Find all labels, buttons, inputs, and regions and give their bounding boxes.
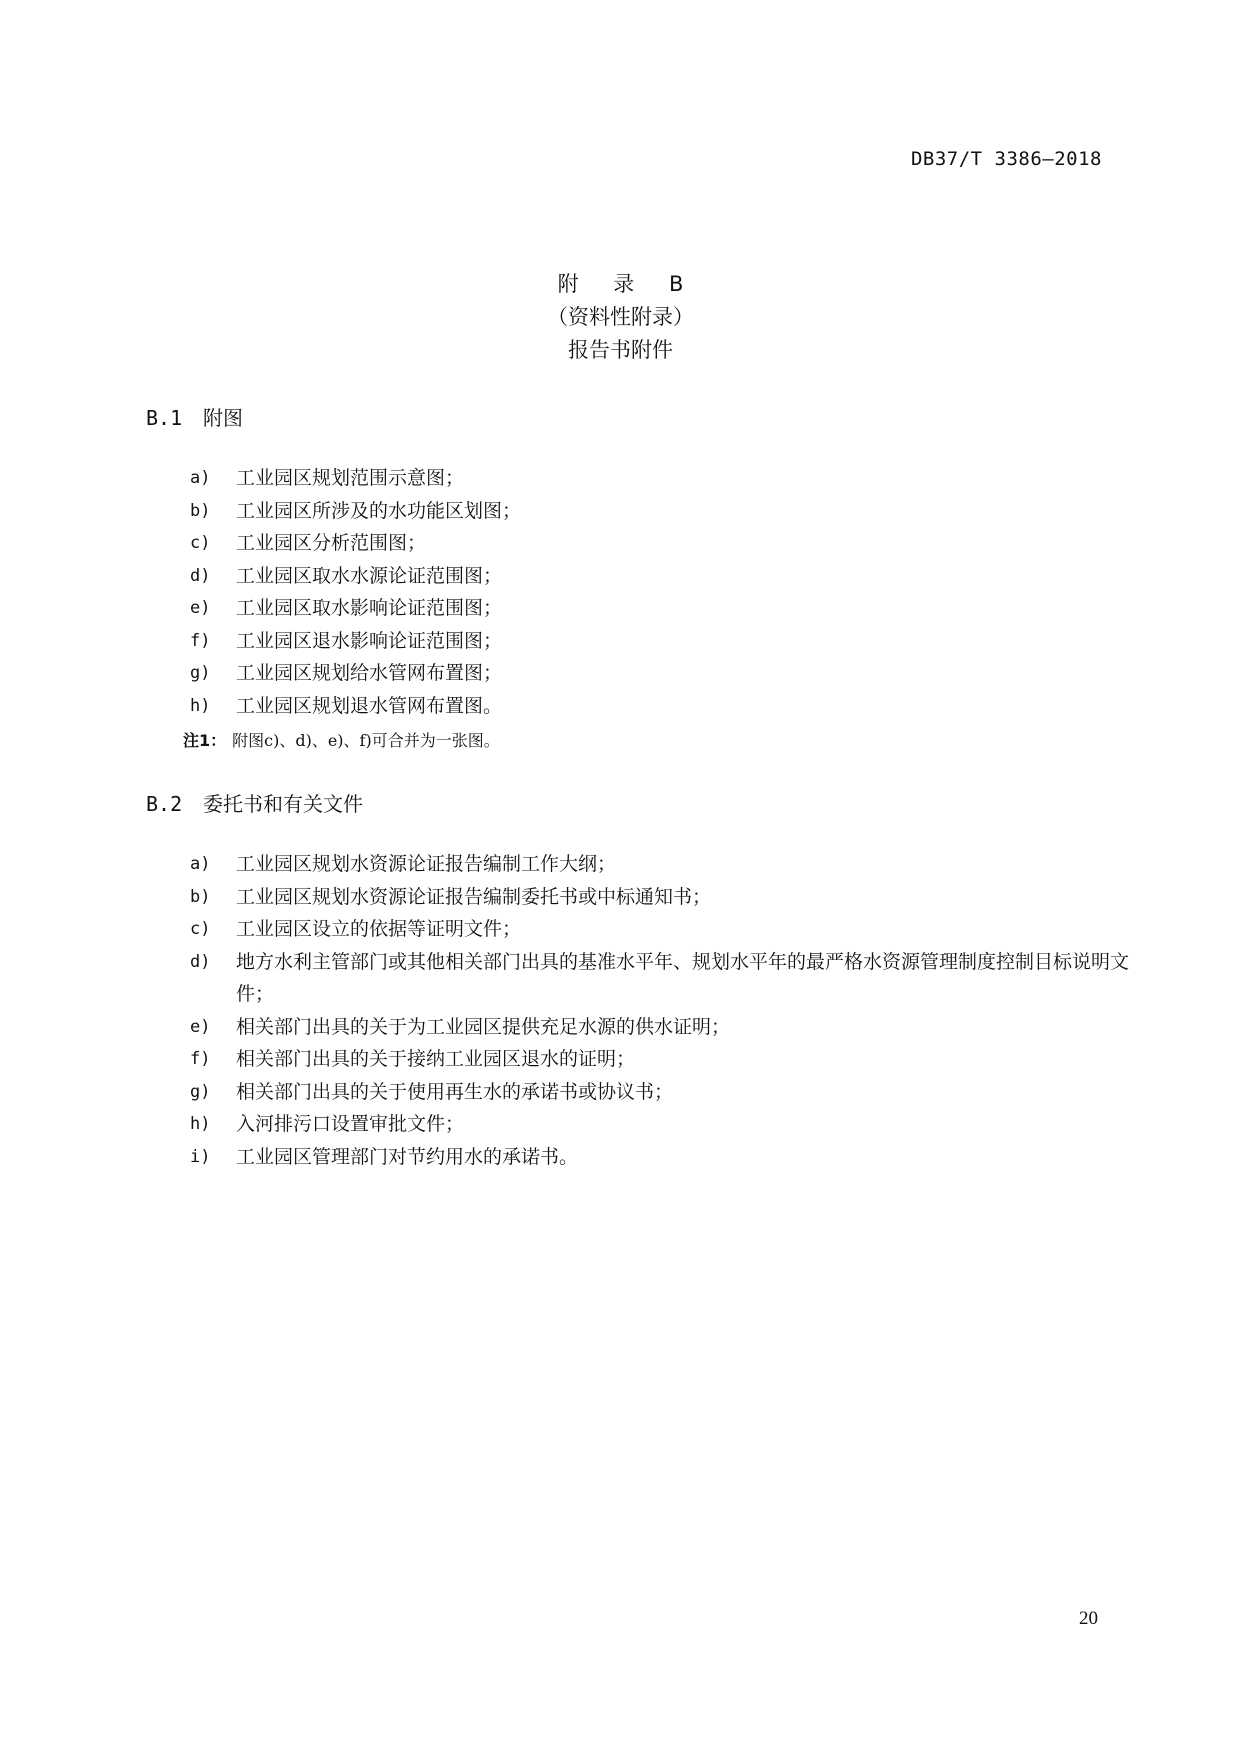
list-marker: a): [190, 468, 211, 488]
list-marker: g): [190, 1081, 211, 1102]
list-item-text: 工业园区管理部门对节约用水的承诺书。: [236, 1145, 579, 1168]
list-item-text: 地方水利主管部门或其他相关部门出具的基准水平年、规划水平年的最严格水资源管理制度控制目标说明文件；: [236, 950, 1130, 1005]
list-item: [190, 1076, 1130, 1109]
list-marker: c): [190, 533, 211, 553]
list-item: [190, 560, 1130, 593]
list-item-text: 工业园区退水影响论证范围图；: [236, 629, 503, 652]
section-number: B.2: [146, 792, 183, 816]
list-item: [190, 690, 1130, 723]
list-item: [190, 881, 1130, 914]
list-item-text: 相关部门出具的关于接纳工业园区退水的证明；: [236, 1048, 636, 1070]
list-marker: b): [190, 500, 211, 521]
list-item: [190, 848, 1130, 881]
page-number: 20: [1079, 1608, 1098, 1629]
appendix-title: 附 录 B: [557, 272, 698, 296]
appendix-title-block: [0, 268, 1241, 367]
section-title: 委托书和有关文件: [203, 792, 363, 816]
list-item-text: 工业园区规划水资源论证报告编制委托书或中标通知书；: [236, 885, 712, 908]
list-item: [190, 657, 1130, 690]
appendix-type: （资料性附录）: [547, 305, 694, 329]
figure-list: [190, 462, 1130, 722]
list-item: [190, 462, 1130, 495]
list-item-text: 相关部门出具的关于为工业园区提供充足水源的供水证明；: [236, 1015, 731, 1038]
list-marker: e): [190, 1016, 211, 1037]
list-item: [190, 913, 1130, 946]
list-item-text: 入河排污口设置审批文件；: [236, 1113, 465, 1135]
list-item: [190, 625, 1130, 658]
figure-note: [183, 728, 500, 751]
list-item: [190, 1011, 1130, 1044]
list-item-text: 工业园区设立的依据等证明文件；: [236, 918, 522, 940]
list-item: [190, 1043, 1130, 1076]
list-item-text: 工业园区分析范围图；: [236, 532, 427, 554]
note-text: 附图c)、d)、e)、f)可合并为一张图。: [232, 731, 500, 750]
note-label: 注1：: [183, 731, 227, 750]
list-item: [190, 527, 1130, 560]
list-item-text: 工业园区规划退水管网布置图。: [236, 694, 503, 717]
list-marker: f): [190, 1049, 211, 1069]
document-code: DB37/T 3386—2018: [910, 148, 1102, 170]
list-item-text: 工业园区所涉及的水功能区划图；: [236, 499, 522, 522]
list-marker: g): [190, 663, 211, 683]
list-item: [190, 592, 1130, 625]
list-item: [190, 1141, 1130, 1174]
list-marker: h): [190, 1114, 211, 1134]
list-item-text: 工业园区规划给水管网布置图；: [236, 662, 503, 684]
section-heading-b2: [146, 788, 363, 817]
list-item: [190, 1108, 1130, 1141]
list-marker: f): [190, 630, 211, 651]
list-marker: d): [190, 565, 211, 586]
list-item-text: 工业园区规划水资源论证报告编制工作大纲；: [236, 853, 617, 875]
list-item: [190, 946, 1130, 1011]
list-item-text: 相关部门出具的关于使用再生水的承诺书或协议书；: [236, 1080, 674, 1103]
list-item-text: 工业园区取水水源论证范围图；: [236, 564, 503, 587]
section-title: 附图: [203, 406, 243, 430]
list-item: [190, 495, 1130, 528]
list-marker: a): [190, 854, 211, 874]
list-marker: e): [190, 598, 211, 618]
appendix-name: 报告书附件: [568, 338, 673, 362]
list-marker: c): [190, 919, 211, 939]
list-marker: d): [190, 951, 211, 972]
list-marker: h): [190, 695, 211, 716]
section-heading-b1: [146, 402, 243, 431]
document-list: [190, 848, 1130, 1173]
list-item-text: 工业园区取水影响论证范围图；: [236, 597, 503, 619]
section-number: B.1: [146, 406, 183, 430]
list-marker: b): [190, 886, 211, 907]
list-marker: i): [190, 1146, 211, 1167]
list-item-text: 工业园区规划范围示意图；: [236, 467, 465, 489]
